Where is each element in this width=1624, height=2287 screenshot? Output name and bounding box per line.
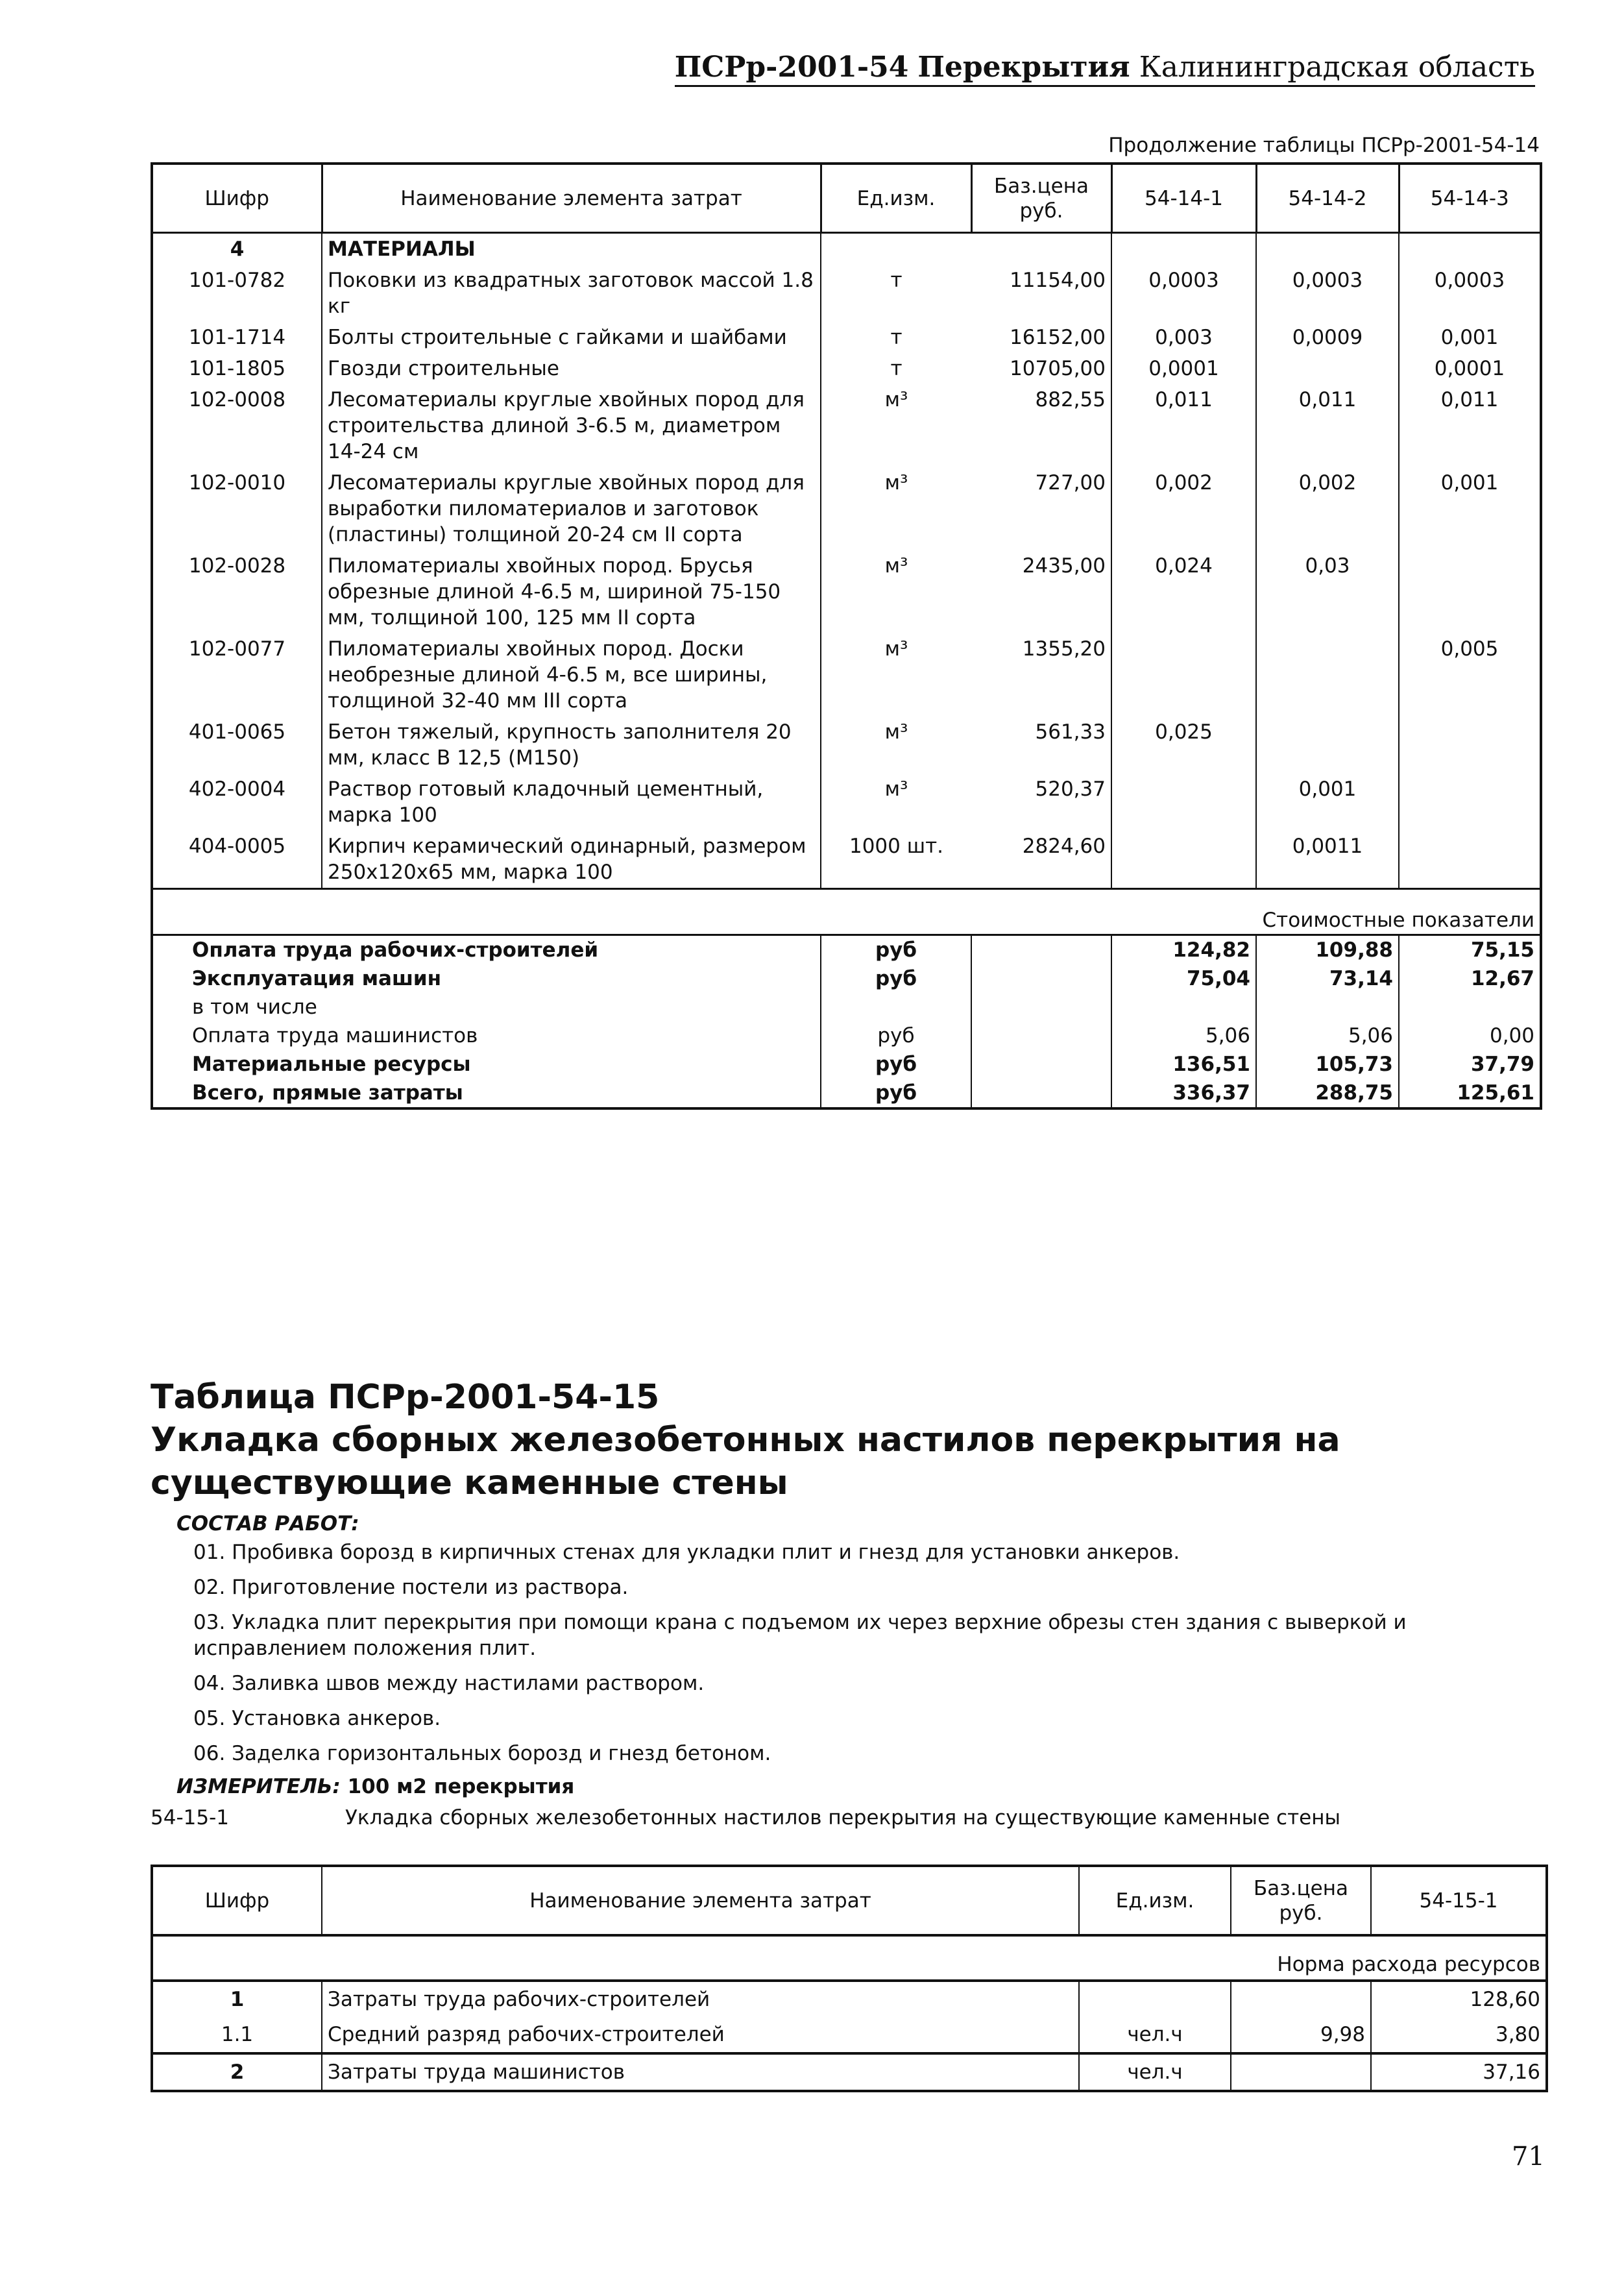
row-unit: м³ [821, 467, 971, 550]
row-value-2 [1256, 353, 1399, 384]
cost-value-1 [1111, 993, 1256, 1021]
cost-heading-row [152, 889, 1541, 935]
row-code: 101-1805 [188, 357, 286, 380]
measure-value: 100 м2 перекрытия [347, 1775, 575, 1798]
row-name: Гвозди строительные [322, 353, 821, 384]
row-code: 1.1 [221, 2023, 254, 2046]
subtable-caption [151, 1806, 1340, 1829]
row-value-1: 0,025 [1111, 716, 1256, 774]
empty-cell [971, 1050, 1111, 1079]
row-price: 1355,20 [1022, 637, 1106, 661]
row-name: Раствор готовый кладочный цементный, марка 100 [322, 774, 821, 831]
cost-row [152, 993, 1541, 1021]
row-value: 128,60 [1371, 1981, 1547, 2017]
row-value-1: 0,002 [1111, 467, 1256, 550]
empty-cell [821, 233, 971, 265]
row-unit: чел.ч [1079, 2053, 1231, 2091]
empty-cell [971, 1021, 1111, 1050]
norm-heading-row [152, 1935, 1547, 1981]
row-unit: м³ [821, 774, 971, 831]
row-value-3: 0,005 [1399, 633, 1541, 716]
row-name: Затраты труда машинистов [322, 2053, 1079, 2091]
sub-code: 54-15-1 [151, 1806, 229, 1829]
row-value-2: 0,011 [1256, 384, 1399, 467]
header-section: Перекрытия [917, 51, 1130, 84]
empty-cell [971, 935, 1111, 965]
row-code: 404-0005 [188, 835, 286, 858]
column-header: 54-15-1 [1371, 1866, 1547, 1935]
column-header: Ед.изм. [1079, 1866, 1231, 1935]
row-price: 2824,60 [1022, 835, 1106, 858]
cost-value-3 [1399, 993, 1541, 1021]
row-price: 2435,00 [1022, 554, 1106, 578]
empty-cell [971, 233, 1111, 265]
row-code: 102-0010 [188, 471, 286, 495]
column-header: Ед.изм. [821, 164, 971, 233]
column-header: Шифр [152, 164, 322, 233]
row-value-3: 0,001 [1399, 322, 1541, 353]
row-value-2: 0,0011 [1256, 831, 1399, 889]
table-row [152, 467, 1541, 550]
cost-unit: руб [821, 1079, 971, 1108]
row-value-2: 0,0009 [1256, 322, 1399, 353]
row-name: Поковки из квадратных заготовок массой 1.8 кг [322, 265, 821, 322]
cost-value-3: 125,61 [1399, 1079, 1541, 1108]
row-price: 9,98 [1231, 2017, 1371, 2053]
row-unit: м³ [821, 716, 971, 774]
row-value-2: 0,001 [1256, 774, 1399, 831]
cost-unit: руб [821, 1021, 971, 1050]
table-row [152, 2017, 1547, 2053]
row-unit [1079, 1981, 1231, 2017]
table-title-line3: существующие каменные стены [151, 1463, 788, 1502]
sub-name: Укладка сборных железобетонных настилов перекрытия на существующие каменные стены [345, 1806, 1340, 1829]
cost-label: Оплата труда машинистов [192, 1024, 478, 1047]
table-title-line1: Таблица ПСРр-2001-54-15 [151, 1378, 660, 1417]
cost-value-2: 105,73 [1256, 1050, 1399, 1079]
cost-unit: руб [821, 1050, 971, 1079]
table-row [152, 831, 1541, 889]
empty-cell [1399, 233, 1541, 265]
row-price: 882,55 [1035, 388, 1106, 411]
row-value-3 [1399, 716, 1541, 774]
cost-unit [821, 993, 971, 1021]
row-name: Кирпич керамический одинарный, размером 250x120x65 мм, марка 100 [322, 831, 821, 889]
row-value-3 [1399, 831, 1541, 889]
column-header: Шифр [152, 1866, 322, 1935]
row-name: Лесоматериалы круглые хвойных пород для выработки пиломатериалов и заготовок (пластины) толщиной 20-24 см II сорта [322, 467, 821, 550]
table-title-line2: Укладка сборных железобетонных настилов перекрытия на [151, 1421, 1340, 1460]
column-header: 54-14-2 [1256, 164, 1399, 233]
row-name: Средний разряд рабочих-строителей [322, 2017, 1079, 2053]
cost-value-3: 0,00 [1399, 1021, 1541, 1050]
row-price: 16152,00 [1010, 326, 1106, 349]
row-name: Затраты труда рабочих-строителей [322, 1981, 1079, 2017]
page-header [675, 51, 1535, 87]
row-value-2 [1256, 716, 1399, 774]
row-value-1 [1111, 831, 1256, 889]
page-number: 71 [1512, 2142, 1545, 2171]
row-value-1 [1111, 633, 1256, 716]
row-unit: 1000 шт. [821, 831, 971, 889]
row-price [1231, 2053, 1371, 2091]
cost-label: Всего, прямые затраты [192, 1081, 463, 1105]
cost-row [152, 1050, 1541, 1079]
row-code: 2 [152, 2053, 322, 2091]
cost-value-2: 288,75 [1256, 1079, 1399, 1108]
cost-value-3: 37,79 [1399, 1050, 1541, 1079]
row-unit: м³ [821, 384, 971, 467]
row-name: Болты строительные с гайками и шайбами [322, 322, 821, 353]
table-row [152, 353, 1541, 384]
cost-value-2: 5,06 [1256, 1021, 1399, 1050]
cost-value-2: 109,88 [1256, 935, 1399, 965]
cost-heading: Стоимостные показатели [152, 889, 1541, 935]
section-code: 4 [230, 238, 245, 261]
cost-value-1: 124,82 [1111, 935, 1256, 965]
row-value-1: 0,0003 [1111, 265, 1256, 322]
cost-value-1: 5,06 [1111, 1021, 1256, 1050]
table-row [152, 774, 1541, 831]
row-value: 3,80 [1371, 2017, 1547, 2053]
row-code: 101-0782 [188, 269, 286, 292]
section-row [152, 233, 1541, 265]
cost-value-3: 12,67 [1399, 964, 1541, 993]
row-value-2: 0,002 [1256, 467, 1399, 550]
row-value-3: 0,011 [1399, 384, 1541, 467]
table-continuation-note: Продолжение таблицы ПСРр-2001-54-14 [1108, 134, 1540, 157]
column-header: Наименование элемента затрат [322, 1866, 1079, 1935]
row-unit: т [821, 322, 971, 353]
row-value-2: 0,03 [1256, 550, 1399, 633]
table-row [152, 322, 1541, 353]
cost-row [152, 1021, 1541, 1050]
header-code: ПСРр-2001-54 [674, 51, 909, 84]
row-value-2: 0,0003 [1256, 265, 1399, 322]
row-unit: т [821, 353, 971, 384]
cost-label: в том числе [192, 996, 317, 1019]
work-item: 01. Пробивка борозд в кирпичных стенах для укладки плит и гнезд для установки анкеров. [193, 1541, 1180, 1564]
norm-heading: Норма расхода ресурсов [152, 1935, 1547, 1981]
cost-row [152, 964, 1541, 993]
row-name: Пиломатериалы хвойных пород. Доски необрезные длиной 4-6.5 м, все ширины, толщиной 32-40 мм III сорта [322, 633, 821, 716]
row-code: 102-0028 [188, 554, 286, 578]
cost-unit: руб [821, 964, 971, 993]
cost-value-1: 75,04 [1111, 964, 1256, 993]
row-value-2 [1256, 633, 1399, 716]
row-value-1: 0,003 [1111, 322, 1256, 353]
row-code: 401-0065 [188, 720, 286, 744]
cost-label: Материальные ресурсы [192, 1053, 471, 1076]
row-value: 37,16 [1371, 2053, 1547, 2091]
table-row [152, 384, 1541, 467]
row-price: 520,37 [1035, 777, 1106, 801]
work-item: 03. Укладка плит перекрытия при помощи крана с подъемом их через верхние обрезы стен здания с выверкой и исправлением положения плит. [193, 1611, 1407, 1660]
measure-label: ИЗМЕРИТЕЛЬ: [176, 1775, 341, 1798]
table-row [152, 550, 1541, 633]
cost-value-2: 73,14 [1256, 964, 1399, 993]
row-price: 727,00 [1035, 471, 1106, 495]
row-price: 10705,00 [1010, 357, 1106, 380]
row-name: Бетон тяжелый, крупность заполнителя 20 мм, класс В 12,5 (М150) [322, 716, 821, 774]
measure [176, 1775, 574, 1798]
row-name: Пиломатериалы хвойных пород. Брусья обрезные длиной 4-6.5 м, шириной 75-150 мм, толщиной 100, 125 мм II сорта [322, 550, 821, 633]
table-title [151, 1376, 1340, 1504]
table-row [152, 716, 1541, 774]
row-value-3: 0,0001 [1399, 353, 1541, 384]
cost-label: Эксплуатация машин [192, 967, 442, 990]
row-value-1: 0,024 [1111, 550, 1256, 633]
row-code: 102-0008 [188, 388, 286, 411]
work-item: 06. Заделка горизонтальных борозд и гнезд бетоном. [193, 1742, 771, 1765]
column-header: 54-14-1 [1111, 164, 1256, 233]
cost-value-1: 136,51 [1111, 1050, 1256, 1079]
cost-value-3: 75,15 [1399, 935, 1541, 965]
works-list [193, 1539, 1543, 1776]
empty-cell [1111, 233, 1256, 265]
row-price: 561,33 [1035, 720, 1106, 744]
row-value-3 [1399, 550, 1541, 633]
work-item: 02. Приготовление постели из раствора. [193, 1576, 629, 1599]
column-header: Баз.цена руб. [1231, 1866, 1371, 1935]
row-value-1: 0,011 [1111, 384, 1256, 467]
row-unit: м³ [821, 550, 971, 633]
row-code: 101-1714 [188, 326, 286, 349]
table-row [152, 265, 1541, 322]
row-code: 102-0077 [188, 637, 286, 661]
cost-value-1: 336,37 [1111, 1079, 1256, 1108]
table-row [152, 633, 1541, 716]
column-header: 54-14-3 [1399, 164, 1541, 233]
works-label: СОСТАВ РАБОТ: [176, 1512, 359, 1535]
cost-value-2 [1256, 993, 1399, 1021]
row-code: 402-0004 [188, 777, 286, 801]
work-item: 04. Заливка швов между настилами раствором. [193, 1672, 705, 1695]
row-unit: чел.ч [1079, 2017, 1231, 2053]
empty-cell [1256, 233, 1399, 265]
row-price: 11154,00 [1010, 269, 1106, 292]
empty-cell [971, 1079, 1111, 1108]
row-value-3 [1399, 774, 1541, 831]
work-item: 05. Установка анкеров. [193, 1707, 441, 1730]
row-value-3: 0,0003 [1399, 265, 1541, 322]
table-row [152, 1981, 1547, 2017]
row-value-1: 0,0001 [1111, 353, 1256, 384]
table-row [152, 2053, 1547, 2091]
row-name: Лесоматериалы круглые хвойных пород для строительства длиной 3-6.5 м, диаметром 14-24 см [322, 384, 821, 467]
row-unit: т [821, 265, 971, 322]
row-code: 1 [230, 1988, 245, 2011]
empty-cell [971, 964, 1111, 993]
column-header: Наименование элемента затрат [322, 164, 821, 233]
column-header: Баз.цена руб. [971, 164, 1111, 233]
row-unit: м³ [821, 633, 971, 716]
section-title: МАТЕРИАЛЫ [322, 233, 821, 265]
resources-table [151, 1865, 1548, 2092]
cost-row [152, 935, 1541, 965]
cost-row [152, 1079, 1541, 1108]
cost-unit: руб [821, 935, 971, 965]
materials-table [151, 162, 1542, 1110]
header-region: Калининградская область [1139, 51, 1535, 84]
row-price [1231, 1981, 1371, 2017]
empty-cell [971, 993, 1111, 1021]
row-value-1 [1111, 774, 1256, 831]
row-value-3: 0,001 [1399, 467, 1541, 550]
cost-label: Оплата труда рабочих-строителей [192, 938, 599, 962]
